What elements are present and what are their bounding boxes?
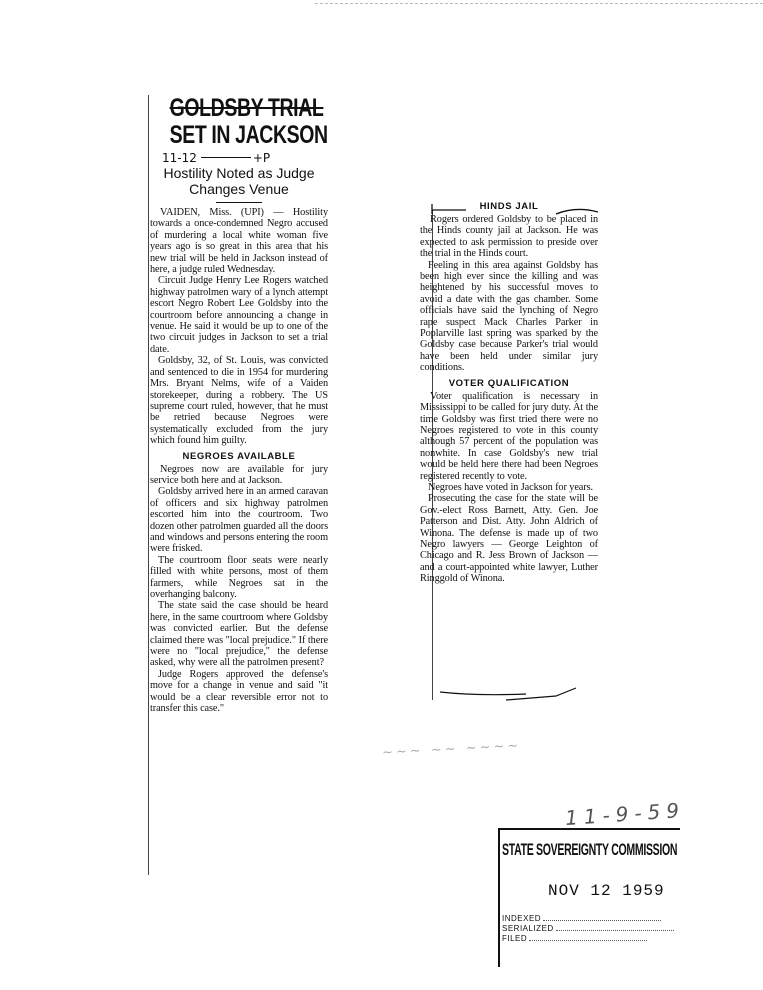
article-paragraph: The state said the case should be heard here, in the same courtroom where Goldsby was convicted earlier. But the defense claimed there was "local prejudice." If there were no "local prejudice," the defense asked, why were all the patrolmen present?	[150, 600, 328, 669]
handwritten-date: 11-9-59	[564, 797, 686, 831]
handwritten-note-date: 11-12	[162, 151, 197, 165]
headline-line-1: GOLDSBY TRIAL	[169, 94, 324, 122]
scan-top-border	[315, 3, 763, 4]
stamp-rows	[502, 914, 680, 944]
article-paragraph: Goldsby, 32, of St. Louis, was convicted and sentenced to die in 1954 for murdering Mrs. Bryant Nelms, wife of a Vaiden storekeeper, during a robbery. The US supreme court ruled, however, that he must be retried because Negroes were systematically excluded from the jury which found him guilty.	[150, 355, 328, 447]
headline-rule	[216, 202, 262, 203]
subhead-voter-qualification: VOTER QUALIFICATION	[448, 377, 570, 389]
article-paragraph: Voter qualification is necessary in Mississippi to be called for jury duty. At the time Goldsby was first tried there were no Negroes registered to vote in this county although 57 percent of the population was nonwhite. In case Goldsby's new trial would be held here there had been Negroes registered recently to vote.	[420, 390, 598, 482]
article-paragraph: Circuit Judge Henry Lee Rogers watched highway patrolmen wary of a lynch attempt escort Negro Robert Lee Goldsby into the courtroom before announcing a change in venue. He said it would be up to one of the two circuit judges in Jackson to set a trial date.	[150, 275, 328, 355]
article-paragraph: Goldsby arrived here in an armed caravan of officers and six highway patrolmen escorted him into the courtroom. Two dozen other patrolmen guarded all the doors and windows and persons entering the room were frisked.	[150, 486, 328, 555]
subhead-negroes-available: NEGROES AVAILABLE	[182, 450, 296, 462]
deck-line-1: Hostility Noted as Judge	[163, 165, 315, 181]
clipping-right-column	[420, 201, 598, 585]
article-paragraph: Prosecuting the case for the state will be Gov.-elect Ross Barnett, Atty. Gen. Joe Patterson and Dist. Atty. John Aldrich of Winona. The defense is made up of two Negro lawyers — George Leighton of Chicago and R. Jess Brown of Jackson — and a court-appointed white lawyer, Luther Ringgold of Winona.	[420, 493, 598, 585]
stamp-title: STATE SOVEREIGNTY COMMISSION	[502, 840, 678, 859]
handwritten-note-mark: +P	[252, 151, 271, 165]
stamp-row-filed: FILED	[502, 934, 680, 944]
handwritten-note	[162, 151, 328, 165]
stamp-row-indexed: INDEXED	[502, 914, 680, 924]
stamp-date: NOV 12 1959	[548, 882, 665, 900]
headline-line-2: SET IN JACKSON	[169, 121, 328, 149]
clipping-edge-left	[148, 95, 149, 875]
article-paragraph: The courtroom floor seats were nearly filled with white persons, most of them farmers, while Negroes sat in the overhanging balcony.	[150, 554, 328, 600]
handwritten-end-mark	[436, 682, 596, 708]
article-paragraph: Feeling in this area against Goldsby has been high ever since the killing and was heightened by his successful moves to avoid a date with the gas chamber. Some officials have said the lynching of Negro rape suspect Mack Charles Parker in Poplarville last spring was sparked by the Goldsby case because Parker's trial would have been held under similar jury conditions.	[420, 259, 598, 374]
deck-line-2: Changes Venue	[189, 181, 289, 197]
article-paragraph: Rogers ordered Goldsby to be placed in the Hinds county jail at Jackson. He was expected to ask permission to preside over the trial in the Hinds court.	[420, 214, 598, 260]
clipping-left-column	[150, 95, 328, 714]
commission-stamp	[498, 828, 680, 967]
article-paragraph: Judge Rogers approved the defense's move for a change in venue and said "it would be a clear reversible error not to transfer this case."	[150, 668, 328, 715]
article-paragraph: VAIDEN, Miss. (UPI) — Hostility towards a once-condemned Negro accused of murdering a local white woman five years ago is so great in this area that his new trial will be held in Jackson instead of here, a judge ruled Wednesday.	[150, 207, 328, 276]
subhead-hinds-jail: HINDS JAIL	[479, 201, 539, 212]
stamp-row-serialized: SERIALIZED	[502, 924, 680, 934]
article-paragraph: Negroes now are available for jury service both here and at Jackson.	[150, 463, 328, 486]
faint-handwriting: ~~~ ~~ ~~~~	[381, 738, 522, 761]
article-paragraph: Negroes have voted in Jackson for years.	[428, 481, 593, 493]
